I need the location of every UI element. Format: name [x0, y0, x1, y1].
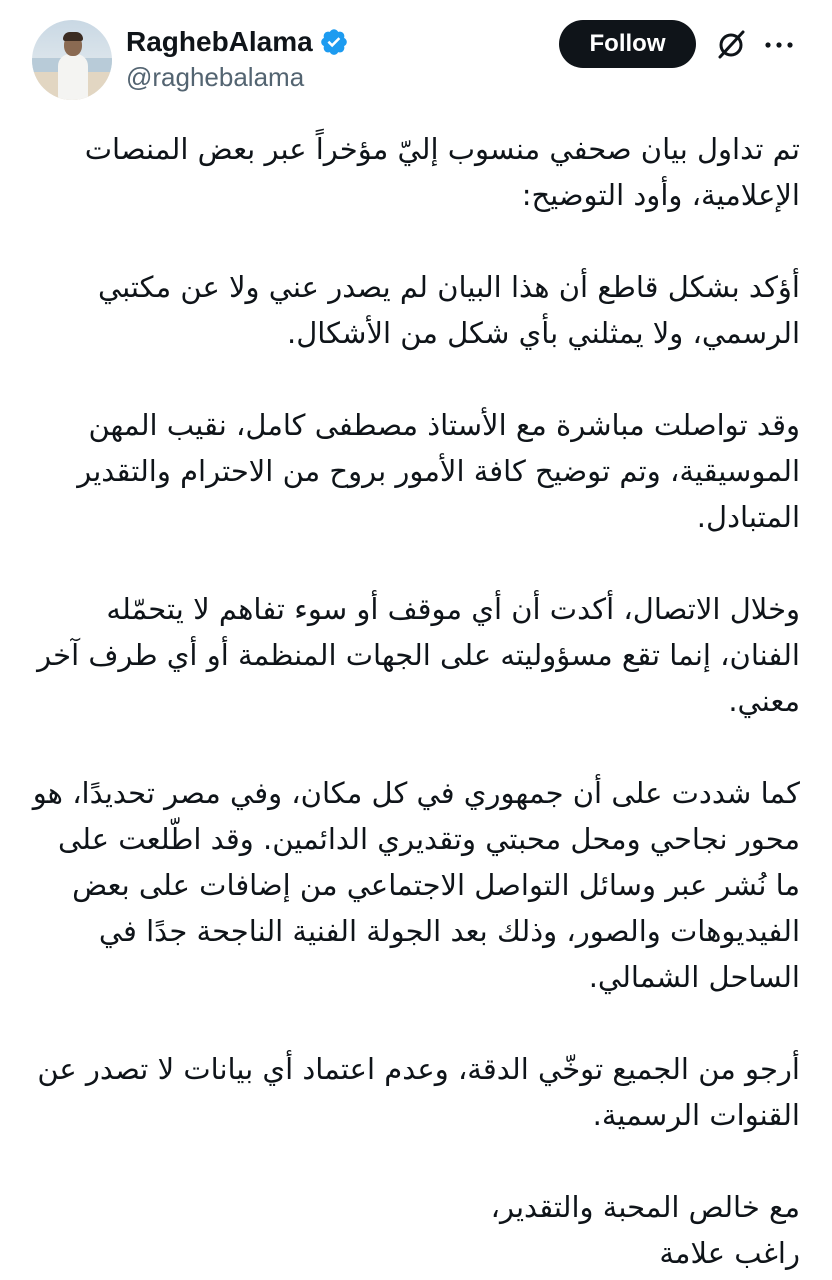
tweet-signature: راغب علامة	[659, 1236, 800, 1270]
author-avatar[interactable]	[32, 20, 112, 100]
more-dots-icon[interactable]	[762, 30, 796, 60]
author-name-row	[126, 24, 349, 60]
author-handle[interactable]: @raghebalama	[126, 62, 305, 92]
tweet-paragraph: تم تداول بيان صحفي منسوب إليّ مؤخراً عبر بعض المنصات الإعلامية، وأود التوضيح:	[84, 132, 800, 212]
avatar-figure-body	[58, 54, 88, 100]
tweet-paragraph: أؤكد بشكل قاطع أن هذا البيان لم يصدر عني ولا عن مكتبي الرسمي، ولا يمثلني بأي شكل من الأشكال.	[97, 270, 800, 350]
verified-badge-icon[interactable]	[319, 27, 349, 57]
follow-button[interactable]: Follow	[559, 20, 696, 68]
author-display-name[interactable]: RaghebAlama	[126, 26, 313, 57]
tweet-header	[0, 0, 832, 112]
tweet-paragraph: أرجو من الجميع توخّي الدقة، وعدم اعتماد أي بيانات لا تصدر عن القنوات الرسمية.	[37, 1052, 800, 1132]
tweet-text	[28, 126, 800, 1276]
tweet-paragraph: وقد تواصلت مباشرة مع الأستاذ مصطفى كامل، نقيب المهن الموسيقية، وتم توضيح كافة الأمور بروح من الاحترام والتقدير المتبادل.	[77, 408, 800, 534]
avatar-figure-hair	[63, 32, 83, 41]
tweet-paragraph: وخلال الاتصال، أكدت أن أي موقف أو سوء تفاهم لا يتحمّله الفنان، إنما تقع مسؤوليته على الجهات المنظمة أو أي طرف آخر معني.	[37, 592, 800, 718]
grok-icon[interactable]	[714, 28, 748, 62]
tweet-closing: مع خالص المحبة والتقدير،	[490, 1190, 800, 1224]
tweet-paragraph: كما شددت على أن جمهوري في كل مكان، وفي مصر تحديدًا، هو محور نجاحي ومحل محبتي وتقديري الدائمين. وقد اطّلعت على ما نُشر عبر وسائل التواصل الاجتماعي من إضافات على بعض الفيديوهات والصور، وذلك بعد الجولة الفنية الناجحة جدًا في الساحل الشمالي.	[32, 776, 800, 994]
